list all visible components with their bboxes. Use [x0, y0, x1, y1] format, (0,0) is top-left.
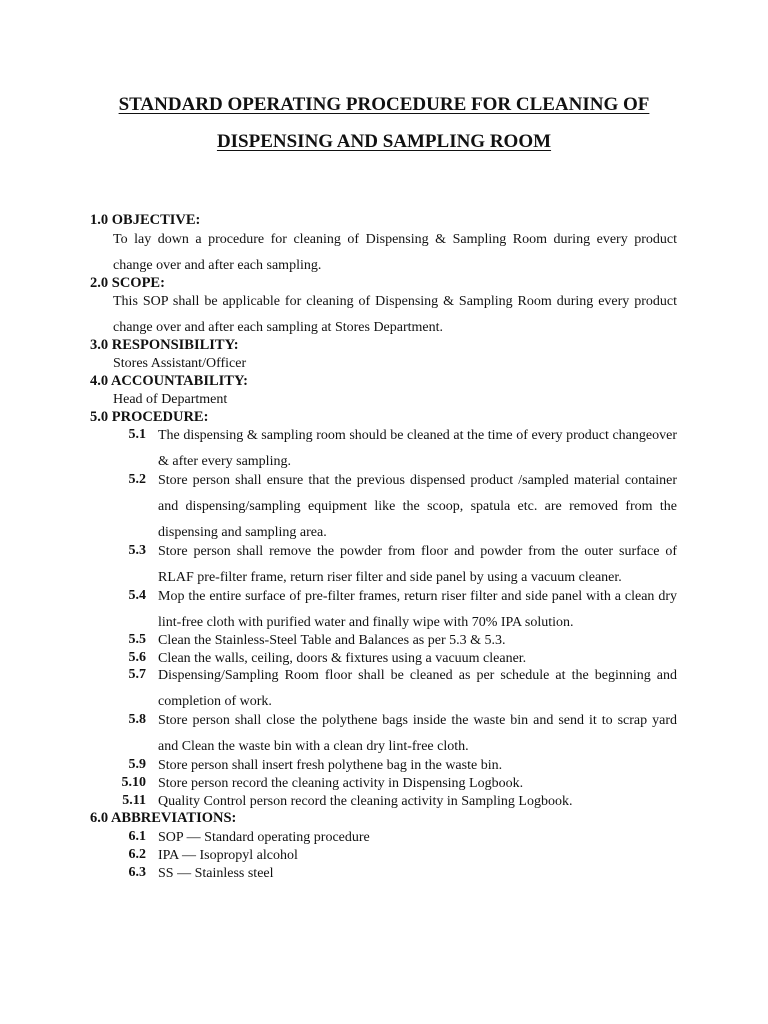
section-scope-text: This SOP shall be applicable for cleaning of Dispensing & Sampling Room during every product change over and after each sampling at Stores Department.	[113, 294, 677, 335]
step-text: Mop the entire surface of pre-filter frames, return riser filter and side panel with a clean dry lint-free cloth with purified water and finally wipe with 70% IPA solution.	[158, 589, 677, 630]
step-text: Clean the walls, ceiling, doors & fixtures using a vacuum cleaner.	[158, 651, 527, 666]
step-number: 5.3	[128, 543, 146, 558]
step-text: Store person shall remove the powder from floor and powder from the outer surface of RLAF pre-filter frame, return riser filter and side panel by using a vacuum cleaner.	[158, 544, 677, 585]
abbreviation-number: 6.3	[128, 865, 146, 880]
step-text: Store person shall ensure that the previous dispensed product /sampled material container and dispensing/sampling equipment like the scoop, spatula etc. are removed from the dispensing and sampling area.	[158, 473, 677, 540]
step-number: 5.5	[128, 632, 146, 647]
abbreviation-number: 6.2	[128, 847, 146, 862]
section-number: 5.0	[90, 409, 109, 425]
section-title: ABBREVIATIONS:	[110, 810, 237, 826]
section-number: 2.0	[90, 275, 109, 291]
section-title: OBJECTIVE:	[111, 212, 201, 228]
section-title: RESPONSIBILITY:	[111, 337, 239, 353]
step-number: 5.8	[128, 712, 146, 727]
section-objective-text: To lay down a procedure for cleaning of Dispensing & Sampling Room during every product change over and after each sampling.	[113, 232, 677, 273]
section-number: 6.0	[90, 810, 109, 826]
abbreviation-text: SS — Stainless steel	[158, 866, 274, 881]
step-text: Clean the Stainless-Steel Table and Balances as per 5.3 & 5.3.	[158, 633, 506, 648]
step-number: 5.7	[128, 667, 146, 682]
step-number: 5.6	[128, 650, 146, 665]
step-number: 5.9	[128, 757, 146, 772]
section-number: 4.0	[90, 373, 109, 389]
abbreviation-text: IPA — Isopropyl alcohol	[158, 848, 298, 863]
section-accountability-heading	[90, 373, 248, 390]
step-number: 5.2	[128, 472, 146, 487]
section-number: 1.0	[90, 212, 109, 228]
section-responsibility-heading	[90, 337, 239, 354]
step-number: 5.11	[122, 793, 146, 808]
step-text: Quality Control person record the cleaning activity in Sampling Logbook.	[158, 794, 573, 809]
section-abbreviations-heading	[90, 810, 236, 827]
section-title: SCOPE:	[111, 275, 165, 291]
section-title: PROCEDURE:	[111, 409, 209, 425]
step-number: 5.4	[128, 588, 146, 603]
section-title: ACCOUNTABILITY:	[110, 373, 248, 389]
step-number: 5.1	[128, 427, 146, 442]
document-title-line-1: STANDARD OPERATING PROCEDURE FOR CLEANING OF	[118, 94, 650, 115]
step-text: The dispensing & sampling room should be cleaned at the time of every product changeover & after every sampling.	[158, 428, 677, 469]
step-text: Store person shall insert fresh polythene bag in the waste bin.	[158, 758, 503, 773]
section-accountability-text: Head of Department	[113, 392, 228, 407]
abbreviation-text: SOP — Standard operating procedure	[158, 830, 370, 845]
document-title-line-2: DISPENSING AND SAMPLING ROOM	[216, 131, 552, 152]
step-text: Store person shall close the polythene bags inside the waste bin and send it to scrap yard and Clean the waste bin with a clean dry lint-free cloth.	[158, 713, 677, 754]
section-responsibility-text: Stores Assistant/Officer	[113, 356, 247, 371]
step-number: 5.10	[121, 775, 146, 790]
abbreviation-number: 6.1	[128, 829, 146, 844]
step-text: Store person record the cleaning activity in Dispensing Logbook.	[158, 776, 524, 791]
step-text: Dispensing/Sampling Room floor shall be cleaned as per schedule at the beginning and completion of work.	[158, 668, 677, 709]
section-number: 3.0	[90, 337, 109, 353]
